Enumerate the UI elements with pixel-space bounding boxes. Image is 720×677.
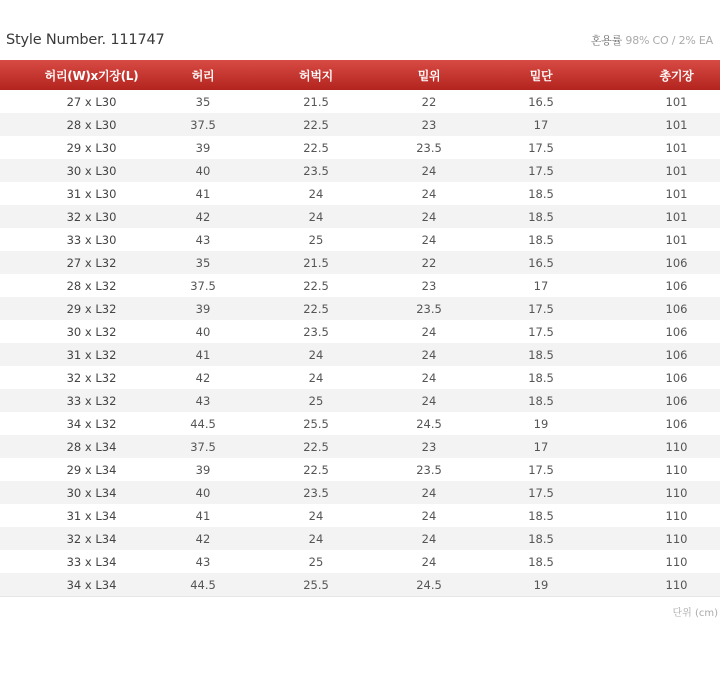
cell-waist: 39 — [183, 297, 223, 320]
cell-size: 28 x L32 — [66, 278, 117, 293]
table-row — [0, 136, 720, 159]
column-header-size: 허리(W)x기장(L) — [0, 60, 183, 90]
cell-size: 33 x L32 — [0, 389, 183, 412]
cell-waist: 40 — [183, 159, 223, 182]
cell-hem: 18.5 — [528, 186, 554, 201]
cell-size: 32 x L34 — [0, 527, 183, 550]
cell-size: 32 x L32 — [66, 370, 117, 385]
cell-hem: 17.5 — [528, 324, 554, 339]
style-number: Style Number. 111747 — [6, 32, 165, 48]
cell-total-length: 110 — [665, 462, 688, 477]
cell-thigh: 23.5 — [223, 481, 409, 504]
cell-hem: 18.5 — [449, 343, 633, 366]
table-row — [0, 435, 720, 458]
cell-rise: 22 — [409, 251, 449, 274]
cell-total-length: 106 — [633, 343, 720, 366]
cell-total-length: 110 — [665, 554, 688, 569]
cell-rise: 23.5 — [416, 462, 442, 477]
cell-waist: 43 — [195, 232, 211, 247]
cell-thigh: 21.5 — [303, 94, 329, 109]
cell-total-length: 110 — [633, 527, 720, 550]
cell-hem: 18.5 — [528, 554, 554, 569]
cell-rise: 24 — [409, 343, 449, 366]
cell-rise: 24 — [409, 159, 449, 182]
cell-waist: 37.5 — [183, 113, 223, 136]
cell-thigh: 24 — [308, 186, 324, 201]
cell-thigh: 25 — [308, 554, 324, 569]
cell-size: 31 x L30 — [66, 186, 117, 201]
table-row — [0, 550, 720, 573]
cell-hem: 19 — [449, 573, 633, 597]
cell-hem: 18.5 — [449, 205, 633, 228]
cell-hem: 18.5 — [528, 232, 554, 247]
cell-thigh: 22.5 — [303, 278, 329, 293]
cell-hem: 17.5 — [449, 481, 633, 504]
cell-size: 27 x L30 — [66, 94, 117, 109]
cell-size: 34 x L32 — [66, 416, 117, 431]
cell-rise: 24 — [409, 527, 449, 550]
cell-rise: 24 — [421, 554, 437, 569]
cell-waist: 35 — [195, 94, 211, 109]
cell-total-length: 106 — [665, 278, 688, 293]
cell-waist: 37.5 — [190, 278, 216, 293]
cell-total-length: 106 — [665, 370, 688, 385]
cell-waist: 42 — [195, 370, 211, 385]
column-header-total-length: 총기장 — [633, 60, 720, 90]
cell-size: 31 x L34 — [66, 508, 117, 523]
cell-rise: 24 — [421, 324, 437, 339]
table-row — [0, 481, 720, 504]
table-row — [0, 159, 720, 182]
cell-total-length: 106 — [665, 416, 688, 431]
cell-thigh: 25 — [308, 232, 324, 247]
cell-rise: 23 — [409, 113, 449, 136]
cell-thigh: 24 — [223, 527, 409, 550]
cell-size: 30 x L30 — [0, 159, 183, 182]
cell-hem: 17.5 — [449, 297, 633, 320]
cell-thigh: 22.5 — [303, 140, 329, 155]
table-row — [0, 389, 720, 412]
cell-total-length: 106 — [633, 251, 720, 274]
table-row — [0, 205, 720, 228]
column-header-thigh: 허벅지 — [223, 60, 409, 90]
cell-hem: 17 — [533, 278, 549, 293]
column-header-hem: 밑단 — [449, 60, 633, 90]
cell-total-length: 110 — [665, 508, 688, 523]
cell-waist: 39 — [195, 462, 211, 477]
cell-total-length: 101 — [633, 159, 720, 182]
header-row — [0, 30, 720, 54]
cell-size: 34 x L34 — [0, 573, 183, 597]
cell-total-length: 106 — [665, 324, 688, 339]
cell-thigh: 22.5 — [223, 435, 409, 458]
cell-hem: 16.5 — [528, 94, 554, 109]
cell-waist: 41 — [183, 343, 223, 366]
cell-rise: 22 — [421, 94, 437, 109]
table-row — [0, 228, 720, 251]
cell-hem: 17 — [449, 435, 633, 458]
unit-note: 단위 (cm) — [672, 608, 718, 619]
cell-size: 33 x L30 — [66, 232, 117, 247]
cell-size: 29 x L32 — [0, 297, 183, 320]
cell-hem: 18.5 — [449, 527, 633, 550]
cell-rise: 24 — [409, 205, 449, 228]
cell-waist: 43 — [195, 554, 211, 569]
table-row — [0, 343, 720, 366]
cell-hem: 18.5 — [528, 370, 554, 385]
cell-waist: 43 — [183, 389, 223, 412]
cell-total-length: 101 — [633, 113, 720, 136]
size-table — [0, 60, 720, 597]
table-row — [0, 458, 720, 481]
material-composition — [591, 34, 713, 48]
cell-total-length: 110 — [633, 435, 720, 458]
cell-size: 28 x L30 — [0, 113, 183, 136]
material-value: 98% CO / 2% EA — [625, 34, 713, 47]
cell-rise: 23 — [421, 278, 437, 293]
cell-thigh: 25.5 — [223, 573, 409, 597]
cell-waist: 39 — [195, 140, 211, 155]
cell-waist: 35 — [183, 251, 223, 274]
cell-size: 31 x L32 — [0, 343, 183, 366]
cell-total-length: 106 — [633, 389, 720, 412]
cell-total-length: 110 — [633, 573, 720, 597]
table-row — [0, 297, 720, 320]
cell-size: 28 x L34 — [0, 435, 183, 458]
cell-thigh: 24 — [308, 508, 324, 523]
cell-rise: 24 — [421, 370, 437, 385]
cell-rise: 24 — [409, 481, 449, 504]
cell-waist: 42 — [183, 527, 223, 550]
cell-size: 30 x L32 — [66, 324, 117, 339]
cell-waist: 40 — [183, 481, 223, 504]
cell-hem: 16.5 — [449, 251, 633, 274]
cell-thigh: 21.5 — [223, 251, 409, 274]
table-row — [0, 90, 720, 113]
cell-hem: 17.5 — [449, 159, 633, 182]
cell-size: 29 x L34 — [66, 462, 117, 477]
cell-rise: 24 — [421, 508, 437, 523]
cell-size: 27 x L32 — [0, 251, 183, 274]
cell-thigh: 25.5 — [303, 416, 329, 431]
table-row — [0, 320, 720, 343]
cell-hem: 18.5 — [449, 389, 633, 412]
cell-waist: 44.5 — [190, 416, 216, 431]
cell-rise: 24 — [421, 232, 437, 247]
cell-hem: 17.5 — [528, 462, 554, 477]
table-row — [0, 527, 720, 550]
table-row — [0, 182, 720, 205]
cell-thigh: 22.5 — [303, 462, 329, 477]
cell-thigh: 23.5 — [303, 324, 329, 339]
cell-rise: 23 — [409, 435, 449, 458]
cell-total-length: 110 — [633, 481, 720, 504]
column-header-waist: 허리 — [183, 60, 223, 90]
cell-hem: 18.5 — [528, 508, 554, 523]
table-row — [0, 504, 720, 527]
cell-rise: 23.5 — [416, 140, 442, 155]
table-row — [0, 274, 720, 297]
cell-rise: 24.5 — [416, 416, 442, 431]
cell-total-length: 101 — [633, 205, 720, 228]
table-row — [0, 113, 720, 136]
cell-size: 30 x L34 — [0, 481, 183, 504]
table-row — [0, 251, 720, 274]
table-header-row — [0, 60, 720, 90]
cell-total-length: 101 — [665, 186, 688, 201]
table-row — [0, 412, 720, 435]
cell-thigh: 24 — [223, 205, 409, 228]
cell-total-length: 101 — [665, 232, 688, 247]
cell-rise: 24.5 — [409, 573, 449, 597]
cell-total-length: 106 — [633, 297, 720, 320]
size-table-body — [0, 90, 720, 597]
cell-total-length: 101 — [665, 94, 688, 109]
cell-waist: 42 — [183, 205, 223, 228]
cell-thigh: 22.5 — [223, 297, 409, 320]
cell-waist: 41 — [195, 508, 211, 523]
table-row — [0, 366, 720, 389]
cell-thigh: 23.5 — [223, 159, 409, 182]
cell-rise: 24 — [409, 389, 449, 412]
cell-size: 29 x L30 — [66, 140, 117, 155]
cell-waist: 40 — [195, 324, 211, 339]
cell-thigh: 22.5 — [223, 113, 409, 136]
cell-size: 32 x L30 — [0, 205, 183, 228]
cell-hem: 17 — [449, 113, 633, 136]
cell-waist: 41 — [195, 186, 211, 201]
column-header-rise: 밑위 — [409, 60, 449, 90]
cell-hem: 19 — [533, 416, 549, 431]
cell-size: 33 x L34 — [66, 554, 117, 569]
cell-thigh: 24 — [308, 370, 324, 385]
cell-thigh: 24 — [223, 343, 409, 366]
cell-waist: 37.5 — [183, 435, 223, 458]
cell-waist: 44.5 — [183, 573, 223, 597]
cell-rise: 24 — [421, 186, 437, 201]
cell-rise: 23.5 — [409, 297, 449, 320]
cell-total-length: 101 — [665, 140, 688, 155]
cell-thigh: 25 — [223, 389, 409, 412]
cell-hem: 17.5 — [528, 140, 554, 155]
material-label: 혼용률 — [590, 34, 623, 47]
table-row — [0, 573, 720, 597]
